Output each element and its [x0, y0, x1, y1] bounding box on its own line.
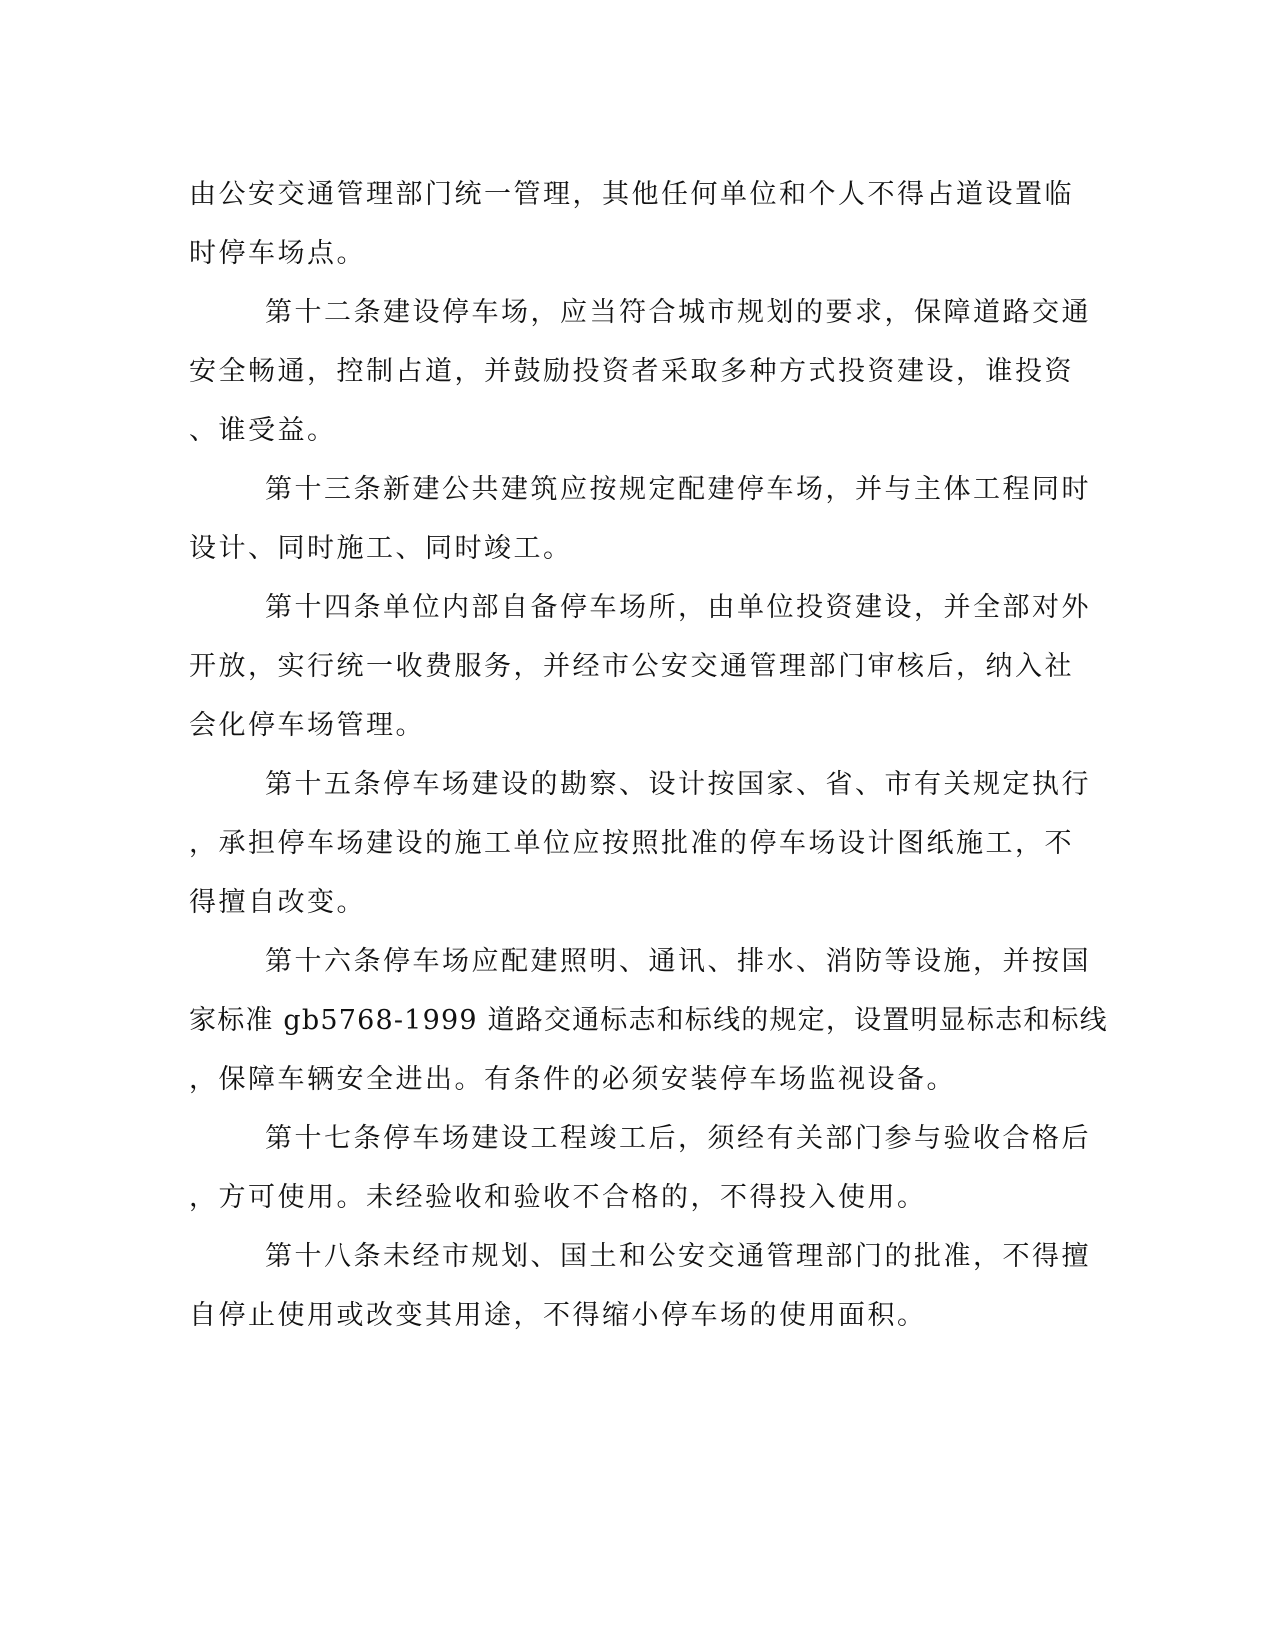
text-line: 、谁受益。	[189, 415, 337, 446]
text-line: ，方可使用。未经验收和验收不合格的，不得投入使用。	[189, 1182, 927, 1213]
article-13-line: 第十三条新建公共建筑应按规定配建停车场，并与主体工程同时	[265, 474, 1091, 505]
text-line: 由公安交通管理部门统一管理，其他任何单位和个人不得占道设置临	[189, 179, 1074, 210]
text-line: 得擅自改变。	[189, 887, 366, 918]
article-15-line: 第十五条停车场建设的勘察、设计按国家、省、市有关规定执行	[265, 769, 1091, 800]
text-line: 自停止使用或改变其用途，不得缩小停车场的使用面积。	[189, 1300, 927, 1331]
article-14-line: 第十四条单位内部自备停车场所，由单位投资建设，并全部对外	[265, 592, 1091, 623]
text-line: ，承担停车场建设的施工单位应按照批准的停车场设计图纸施工，不	[189, 828, 1074, 859]
text-line: 家标准 gb5768-1999 道路交通标志和标线的规定，设置明显标志和标线	[189, 1005, 1108, 1036]
document-body	[189, 165, 1108, 1345]
text-line: 会化停车场管理。	[189, 710, 425, 741]
article-16-line: 第十六条停车场应配建照明、通讯、排水、消防等设施，并按国	[265, 946, 1091, 977]
text-line: 设计、同时施工、同时竣工。	[189, 533, 573, 564]
text-line: 时停车场点。	[189, 238, 366, 269]
article-17-line: 第十七条停车场建设工程竣工后，须经有关部门参与验收合格后	[265, 1123, 1091, 1154]
article-18-line: 第十八条未经市规划、国土和公安交通管理部门的批准，不得擅	[265, 1241, 1091, 1272]
text-line: 安全畅通，控制占道，并鼓励投资者采取多种方式投资建设，谁投资	[189, 356, 1074, 387]
text-line: ，保障车辆安全进出。有条件的必须安装停车场监视设备。	[189, 1064, 956, 1095]
article-12-line: 第十二条建设停车场，应当符合城市规划的要求，保障道路交通	[265, 297, 1091, 328]
text-line: 开放，实行统一收费服务，并经市公安交通管理部门审核后，纳入社	[189, 651, 1074, 682]
